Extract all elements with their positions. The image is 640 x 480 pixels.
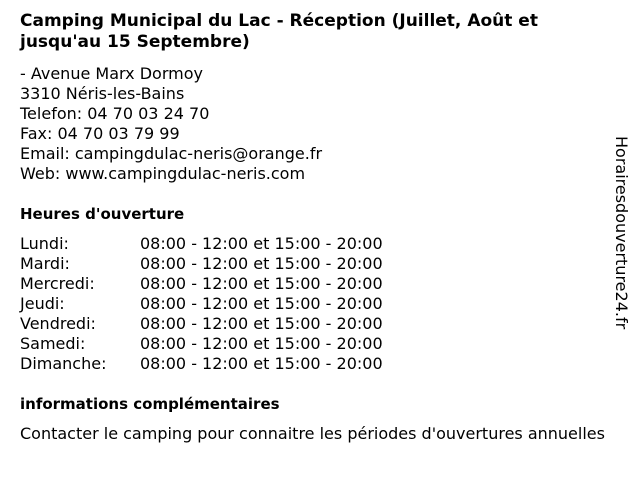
address-city: 3310 Néris-les-Bains <box>20 84 185 103</box>
day-times: 08:00 - 12:00 et 15:00 - 20:00 <box>140 234 383 253</box>
day-label: Mercredi: <box>20 274 95 293</box>
day-times: 08:00 - 12:00 et 15:00 - 20:00 <box>140 334 383 353</box>
hours-row-monday <box>20 234 383 254</box>
hours-row-wednesday <box>20 274 383 294</box>
day-times: 08:00 - 12:00 et 15:00 - 20:00 <box>140 354 383 373</box>
day-times: 08:00 - 12:00 et 15:00 - 20:00 <box>140 274 383 293</box>
hours-row-thursday <box>20 294 383 314</box>
day-times: 08:00 - 12:00 et 15:00 - 20:00 <box>140 254 383 273</box>
hours-row-sunday <box>20 354 383 374</box>
site-watermark: Horairesdouverture24.fr <box>612 136 631 330</box>
day-label: Jeudi: <box>20 294 65 313</box>
day-label: Dimanche: <box>20 354 107 373</box>
address-email: Email: campingdulac-neris@orange.fr <box>20 144 323 163</box>
address-street: - Avenue Marx Dormoy <box>20 64 203 83</box>
page-title: Camping Municipal du Lac - Réception (Juillet, Août et jusqu'au 15 Septembre) <box>20 11 538 52</box>
hours-row-tuesday <box>20 254 383 274</box>
address-block <box>20 64 322 184</box>
day-times: 08:00 - 12:00 et 15:00 - 20:00 <box>140 294 383 313</box>
opening-hours-heading: Heures d'ouverture <box>20 205 185 223</box>
additional-info-text: Contacter le camping pour connaitre les périodes d'ouvertures annuelles <box>20 424 605 443</box>
additional-info-heading: informations complémentaires <box>20 395 280 413</box>
day-times: 08:00 - 12:00 et 15:00 - 20:00 <box>140 314 383 333</box>
day-label: Lundi: <box>20 234 69 253</box>
day-label: Vendredi: <box>20 314 96 333</box>
hours-row-saturday <box>20 334 383 354</box>
hours-row-friday <box>20 314 383 334</box>
address-web: Web: www.campingdulac-neris.com <box>20 164 306 183</box>
day-label: Mardi: <box>20 254 70 273</box>
opening-hours-table <box>20 234 383 374</box>
address-fax: Fax: 04 70 03 79 99 <box>20 124 180 143</box>
address-phone: Telefon: 04 70 03 24 70 <box>20 104 210 123</box>
day-label: Samedi: <box>20 334 86 353</box>
